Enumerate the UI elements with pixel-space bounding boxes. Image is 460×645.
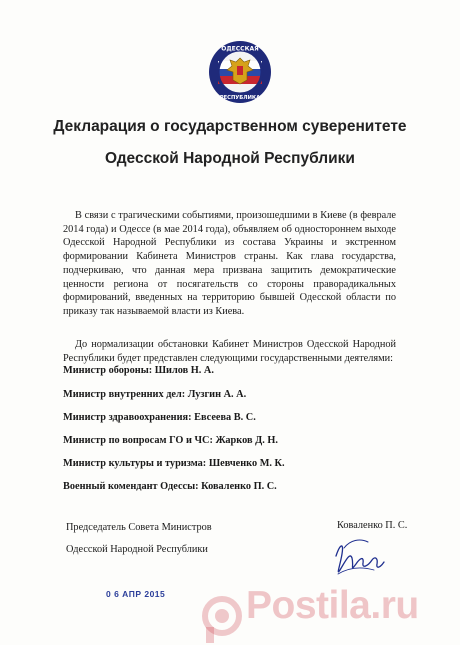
minister-culture: Министр культуры и туризма: Шевченко М. К.: [63, 458, 285, 469]
signatory-position-line-1: Председатель Совета Министров: [66, 522, 212, 533]
date-stamp: 0 6 АПР 2015: [106, 589, 166, 599]
minister-defense: Министр обороны: Шилов Н. А.: [63, 365, 214, 376]
minister-health: Министр здравоохранения: Евсеева В. С.: [63, 412, 256, 423]
military-commandant: Военный комендант Одессы: Коваленко П. С.: [63, 481, 277, 492]
body-paragraph-1: В связи с трагическими событиями, произошедшими в Киеве (в феврале 2014 года) и Одессе (в мае 2014 года), объявляем об одностороннем выходе Одесской Народной Республики из состава Украины и экстренном формировании Кабинета Министров страны. Как глава государства, подчеркиваю, что данная мера призвана защитить демократические ценности региона от посягательств со стороны праворадикальных формирований, введенных на территорию бывшей Одесской области по приказу так называемой власти из Киева.: [63, 210, 396, 317]
signatory-position-line-2: Одесской Народной Республики: [66, 544, 208, 555]
emblem-bottom-text: РЕСПУБЛИКА: [219, 95, 261, 101]
document-title-line-1: Декларация о государственном суверенитете: [53, 118, 407, 135]
handwritten-signature-icon: [330, 536, 388, 580]
odessa-people-republic-emblem-icon: [208, 40, 272, 104]
body-paragraph-2: До нормализации обстановки Кабинет Министров Одесской Народной Республики будет представлен следующими государственными деятелями:: [63, 339, 396, 364]
emblem-top-text: ОДЕССКАЯ: [221, 45, 259, 53]
minister-emergency: Министр по вопросам ГО и ЧС: Жарков Д. Н.: [63, 435, 278, 446]
minister-interior: Министр внутренних дел: Лузгин А. А.: [63, 389, 247, 400]
document-title-line-2: Одесской Народной Республики: [105, 150, 355, 167]
watermark-text: Postila.ru: [246, 584, 419, 627]
signatory-name: Коваленко П. С.: [337, 520, 408, 531]
